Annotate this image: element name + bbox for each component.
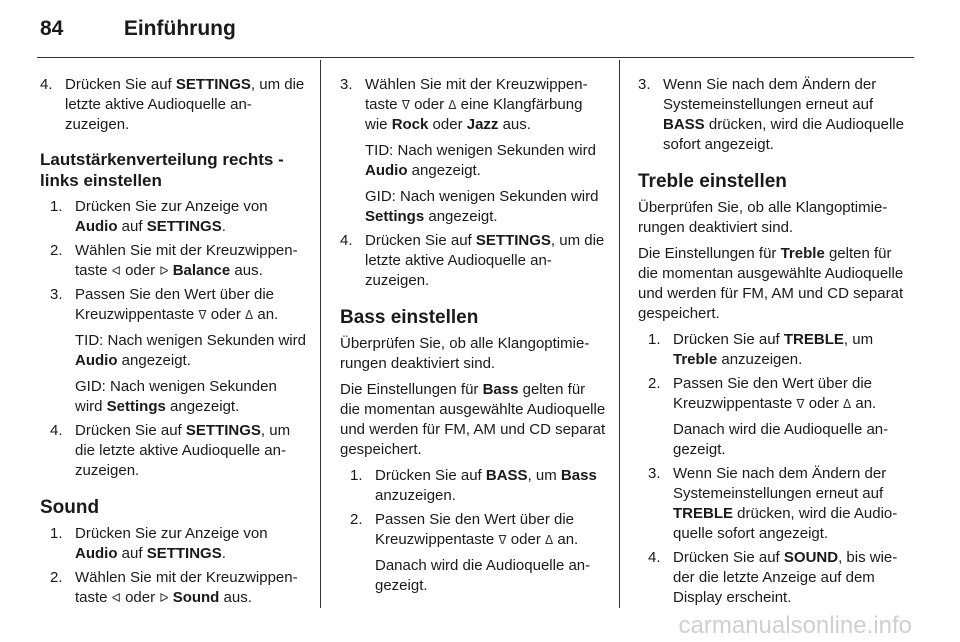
paragraph: Überprüfen Sie, ob alle Klangoptimierungen deaktiviert sind.	[340, 335, 590, 372]
paragraph: Überprüfen Sie, ob alle Klangoptimierungen deaktiviert sind.	[638, 199, 888, 236]
column-3	[638, 75, 906, 612]
note-gid: GID: Nach wenigen Sekunden wird Settings angezeigt.	[75, 378, 277, 415]
list-item: 4. Drücken Sie auf SETTINGS, um die letzte aktive Audioquelle anzuzeigen.	[50, 422, 291, 479]
section-heading-treble: Treble einstellen	[638, 171, 787, 192]
note-gid: GID: Nach wenigen Sekunden wird Settings angezeigt.	[365, 188, 599, 225]
list-item: 3. Wenn Sie nach dem Ändern der Systemeinstellungen erneut auf TREBLE drücken, wird die Audioquelle sofort angezeigt.	[648, 465, 898, 542]
paragraph: Die Einstellungen für Treble gelten für die momentan ausgewählte Audioquelle und werden für FM, AM und CD separat gespeichert.	[638, 245, 904, 322]
column-2	[340, 75, 608, 600]
list-item: 4. Drücken Sie auf SETTINGS, um die letzte aktive Audioquelle anzuzeigen.	[40, 76, 305, 133]
left-arrow-icon: ᐊ	[111, 591, 121, 605]
header-rule	[37, 57, 914, 58]
right-arrow-icon: ᐅ	[159, 591, 169, 605]
list-item: 2. Wählen Sie mit der Kreuzwippentaste ᐊ oder ᐅ Sound aus.	[50, 569, 298, 606]
up-arrow-icon: ᐃ	[448, 98, 457, 112]
column-1	[40, 75, 308, 612]
list-item: 3. Wählen Sie mit der Kreuzwippentaste ᐁ oder ᐃ eine Klangfärbung wie Rock oder Jazz aus.	[340, 76, 588, 133]
section-heading-bass: Bass einstellen	[340, 307, 479, 328]
list-item: 2. Passen Sie den Wert über die Kreuzwippentaste ᐁ oder ᐃ an.	[350, 511, 579, 548]
note-tid: TID: Nach wenigen Sekunden wird Audio angezeigt.	[75, 332, 306, 369]
down-arrow-icon: ᐁ	[401, 98, 410, 112]
note: Danach wird die Audioquelle angezeigt.	[375, 557, 591, 594]
list-item: 4. Drücken Sie auf SOUND, bis wieder die letzte Anzeige auf dem Display erscheint.	[648, 549, 898, 606]
note-tid: TID: Nach wenigen Sekunden wird Audio angezeigt.	[365, 142, 596, 179]
up-arrow-icon: ᐃ	[544, 533, 554, 547]
list-item: 1. Drücken Sie zur Anzeige von Audio auf SETTINGS.	[50, 525, 268, 562]
section-heading-sound: Sound	[40, 497, 100, 518]
page-title: Einführung	[123, 17, 236, 40]
list-item: 1. Drücken Sie auf BASS, um Bass anzuzeigen.	[350, 467, 597, 504]
page-number: 84	[40, 17, 64, 40]
column-divider-1	[320, 60, 321, 608]
column-divider-2	[619, 60, 620, 608]
right-arrow-icon: ᐅ	[159, 264, 169, 278]
list-item: 1. Drücken Sie zur Anzeige von Audio auf SETTINGS.	[50, 198, 268, 235]
down-arrow-icon: ᐁ	[796, 397, 805, 411]
down-arrow-icon: ᐁ	[198, 308, 207, 322]
up-arrow-icon: ᐃ	[842, 397, 852, 411]
down-arrow-icon: ᐁ	[498, 533, 507, 547]
list-item: 3. Passen Sie den Wert über die Kreuzwippentaste ᐁ oder ᐃ an.	[50, 286, 279, 323]
left-arrow-icon: ᐊ	[111, 264, 121, 278]
paragraph: Die Einstellungen für Bass gelten für die momentan ausgewählte Audioquelle und werden für FM, AM und CD separat gespeichert.	[340, 381, 606, 458]
list-item: 4. Drücken Sie auf SETTINGS, um die letzte aktive Audioquelle anzuzeigen.	[340, 232, 605, 289]
page-header	[40, 17, 236, 41]
up-arrow-icon: ᐃ	[244, 308, 254, 322]
note: Danach wird die Audioquelle angezeigt.	[673, 421, 889, 458]
watermark: carmanualsonline.info	[678, 612, 912, 639]
section-heading-lautstaerke: Lautstärkenverteilung rechts - links einstellen	[40, 150, 284, 190]
list-item: 2. Passen Sie den Wert über die Kreuzwippentaste ᐁ oder ᐃ an.	[648, 375, 877, 412]
list-item: 3. Wenn Sie nach dem Ändern der Systemeinstellungen erneut auf BASS drücken, wird die Audioquelle sofort angezeigt.	[638, 76, 904, 153]
list-item: 2. Wählen Sie mit der Kreuzwippentaste ᐊ oder ᐅ Balance aus.	[50, 242, 298, 279]
list-item: 1. Drücken Sie auf TREBLE, um Treble anzuzeigen.	[648, 331, 874, 368]
